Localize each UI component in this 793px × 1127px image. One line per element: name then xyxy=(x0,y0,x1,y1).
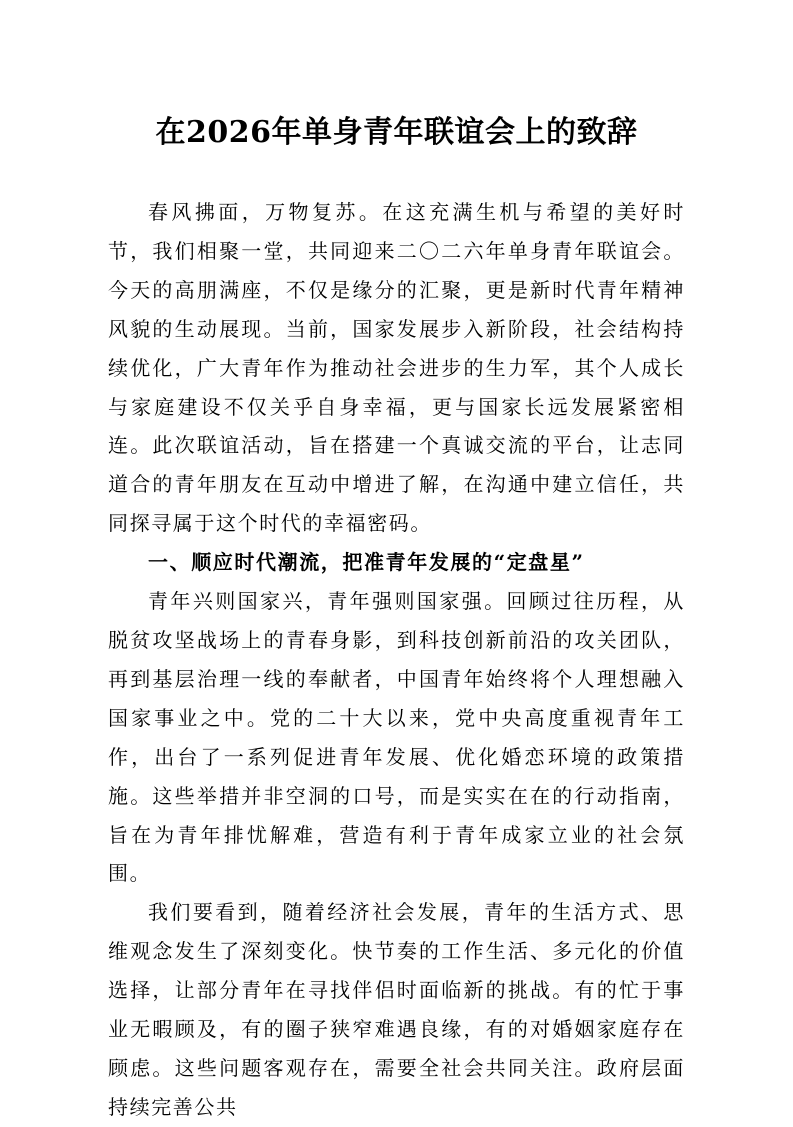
body-paragraph-challenges: 我们要看到，随着经济社会发展，青年的生活方式、思维观念发生了深刻变化。快节奏的工作生活、多元化的价值选择，让部分青年在寻找伴侣时面临新的挑战。有的忙于事业无暇顾及，有的圈子狭窄难遇良缘，有的对婚姻家庭存在顾虑。这些问题客观存在，需要全社会共同关注。政府层面持续完善公共 xyxy=(108,900,685,1119)
body-paragraph-youth: 青年兴则国家兴，青年强则国家强。回顾过往历程，从脱贫攻坚战场上的青春身影，到科技创新前沿的攻关团队，再到基层治理一线的奉献者，中国青年始终将个人理想融入国家事业之中。党的二十大以来，党中央高度重视青年工作，出台了一系列促进青年发展、优化婚恋环境的政策措施。这些举措并非空洞的口号，而是实实在在的行动指南，旨在为青年排忧解难，营造有利于青年成家立业的社会氛围。 xyxy=(108,589,685,886)
document-title: 在2026年单身青年联谊会上的致辞 xyxy=(155,115,638,150)
document-body xyxy=(108,193,685,1127)
section-heading-1: 一、顺应时代潮流，把准青年发展的“定盘星” xyxy=(148,550,585,575)
body-paragraph-opening: 春风拂面，万物复苏。在这充满生机与希望的美好时节，我们相聚一堂，共同迎来二〇二六年单身青年联谊会。今天的高朋满座，不仅是缘分的汇聚，更是新时代青年精神风貌的生动展现。当前，国家发展步入新阶段，社会结构持续优化，广大青年作为推动社会进步的生力军，其个人成长与家庭建设不仅关乎自身幸福，更与国家长远发展紧密相连。此次联谊活动，旨在搭建一个真诚交流的平台，让志同道合的青年朋友在互动中增进了解，在沟通中建立信任，共同探寻属于这个时代的幸福密码。 xyxy=(108,200,685,536)
